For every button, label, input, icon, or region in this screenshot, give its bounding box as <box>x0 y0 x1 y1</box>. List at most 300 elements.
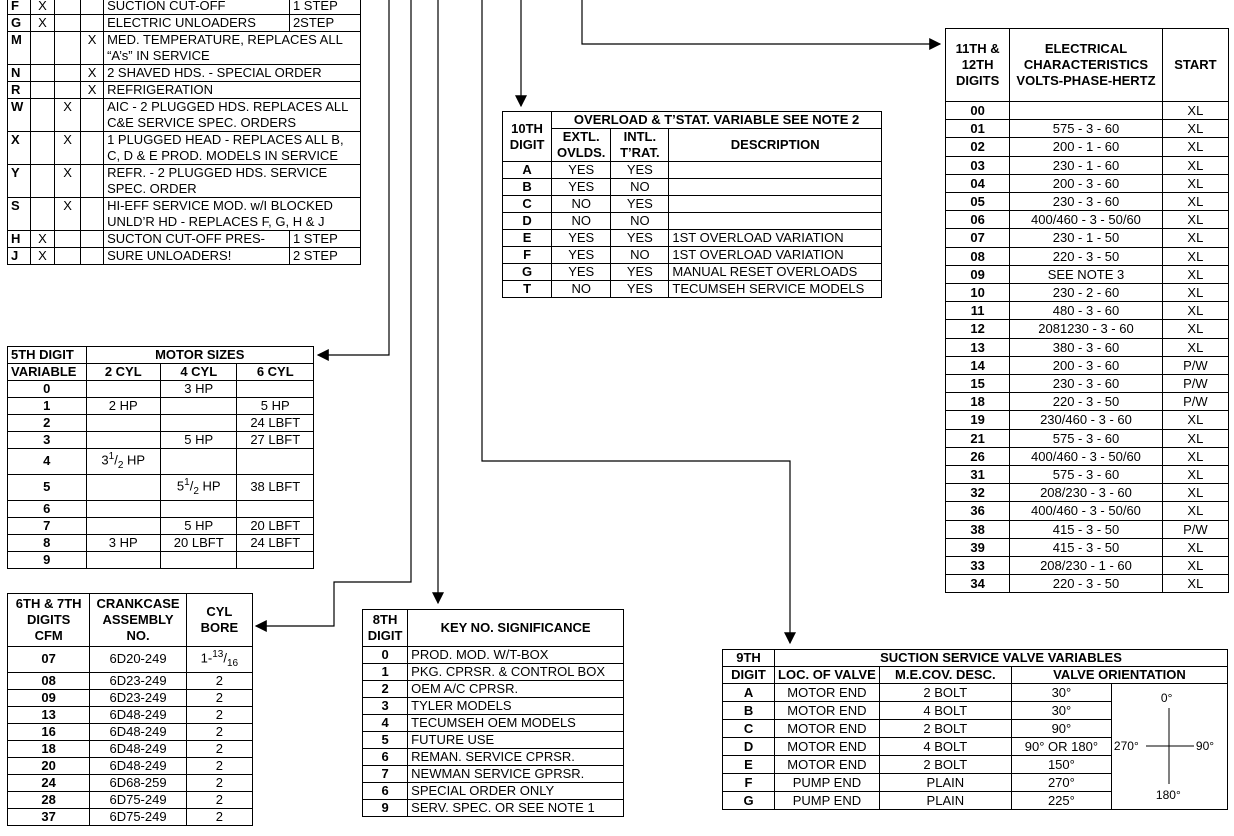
compass-left-label: 270° <box>1113 738 1139 753</box>
significance-cell: PKG. CPRSR. & CONTROL BOX <box>408 664 624 681</box>
mark-col-3 <box>81 132 104 165</box>
bore-cell <box>186 791 252 808</box>
row-code: H <box>8 231 31 248</box>
mark-col-3 <box>81 15 104 32</box>
orientation-cell: 150° <box>1011 756 1111 774</box>
table-row <box>8 381 314 398</box>
value-whole: 2 <box>215 672 223 688</box>
assembly-cell: 6D75-249 <box>90 791 186 808</box>
digit-cell: 7 <box>363 766 408 783</box>
header-overload: OVERLOAD & T’STAT. VARIABLE SEE NOTE 2 <box>552 112 882 129</box>
description-cell <box>669 179 882 196</box>
row-description: SUCTON CUT-OFF PRES- <box>104 231 290 248</box>
cyl6-cell: 27 LBFT <box>237 432 314 449</box>
extl-cell: NO <box>552 281 611 298</box>
table-row <box>946 120 1229 138</box>
table-row <box>946 520 1229 538</box>
table-row <box>363 715 624 732</box>
volts-cell: 230 - 1 - 60 <box>1010 156 1163 174</box>
table-row <box>363 732 624 749</box>
digit-cell: 16 <box>8 723 90 740</box>
description-cell: 1ST OVERLOAD VARIATION <box>669 247 882 264</box>
header-5th-digit: 5TH DIGIT <box>8 347 87 364</box>
mark-col-1: X <box>30 15 54 32</box>
mark-col-1 <box>30 132 54 165</box>
header-extl-ovlds: EXTL. OVLDS. <box>552 129 611 162</box>
orientation-cell: 225° <box>1011 792 1111 810</box>
start-cell: XL <box>1162 538 1228 556</box>
volts-cell: 415 - 3 - 50 <box>1010 520 1163 538</box>
description-cell: MANUAL RESET OVERLOADS <box>669 264 882 281</box>
cyl6-cell: 20 LBFT <box>237 517 314 534</box>
start-cell: XL <box>1162 447 1228 465</box>
digit-cell: 9 <box>363 800 408 817</box>
table-row <box>8 415 314 432</box>
digit-cell: 09 <box>946 265 1010 283</box>
digit-cell: 37 <box>8 808 90 825</box>
bore-cell <box>186 757 252 774</box>
table-row <box>946 102 1229 120</box>
mark-col-3 <box>81 231 104 248</box>
table-row <box>946 557 1229 575</box>
crankcase-table <box>7 593 253 826</box>
mark-col-3 <box>81 248 104 265</box>
volts-cell: 200 - 3 - 60 <box>1010 174 1163 192</box>
table-row <box>8 248 361 265</box>
table-row <box>946 320 1229 338</box>
table-row <box>8 132 361 165</box>
extl-cell: YES <box>552 179 611 196</box>
table-row <box>8 791 253 808</box>
start-cell: XL <box>1162 120 1228 138</box>
intl-cell: YES <box>611 264 669 281</box>
value-whole: 2 <box>215 757 223 773</box>
value-whole: 2 HP <box>108 398 138 413</box>
table-row <box>946 284 1229 302</box>
value-whole: 3 <box>101 452 109 468</box>
digit-cell: G <box>503 264 552 281</box>
bore-cell <box>186 647 252 673</box>
mark-col-2 <box>54 15 80 32</box>
volts-cell: 230/460 - 3 - 60 <box>1010 411 1163 429</box>
assembly-cell: 6D23-249 <box>90 689 186 706</box>
digit-cell: A <box>503 162 552 179</box>
intl-cell: NO <box>611 213 669 230</box>
start-cell: XL <box>1162 575 1228 593</box>
table-row <box>8 808 253 825</box>
header-key-no: KEY NO. SIGNIFICANCE <box>408 610 624 647</box>
row-description: AIC - 2 PLUGGED HDS. REPLACES ALL C&E SERVICE SPEC. ORDERS <box>104 99 361 132</box>
table-row <box>8 757 253 774</box>
intl-cell: YES <box>611 281 669 298</box>
table-row <box>503 213 882 230</box>
header-variable: VARIABLE <box>8 364 87 381</box>
table-row <box>8 740 253 757</box>
header-4cyl: 4 CYL <box>160 364 237 381</box>
row-code: M <box>8 32 31 65</box>
mark-col-1 <box>30 198 54 231</box>
start-cell: XL <box>1162 411 1228 429</box>
value-whole: 2 <box>215 808 223 824</box>
volts-cell: 208/230 - 3 - 60 <box>1010 484 1163 502</box>
table-row <box>946 502 1229 520</box>
cyl6-cell: 24 LBFT <box>237 415 314 432</box>
compass-right-label: 90° <box>1195 738 1215 753</box>
orientation-cell: 270° <box>1011 774 1111 792</box>
digit-cell: 4 <box>363 715 408 732</box>
row-description: ELECTRIC UNLOADERS <box>104 15 290 32</box>
fraction-numerator: 1 <box>184 476 190 488</box>
row-code: W <box>8 99 31 132</box>
digit-cell: 0 <box>363 647 408 664</box>
table-row <box>363 664 624 681</box>
location-cell: MOTOR END <box>775 756 880 774</box>
digit-cell: 39 <box>946 538 1010 556</box>
value-unit: HP <box>123 452 146 468</box>
digit-cell: 01 <box>946 120 1010 138</box>
location-cell: PUMP END <box>775 792 880 810</box>
digit-cell: 04 <box>946 174 1010 192</box>
extl-cell: YES <box>552 230 611 247</box>
extl-cell: YES <box>552 162 611 179</box>
bore-cell <box>186 689 252 706</box>
digit-cell: 08 <box>946 247 1010 265</box>
header-crankcase-assembly: CRANKCASE ASSEMBLY NO. <box>90 594 186 647</box>
significance-cell: SPECIAL ORDER ONLY <box>408 783 624 800</box>
row-description: 1 PLUGGED HEAD - REPLACES ALL B, C, D & E PROD. MODELS IN SERVICE <box>104 132 361 165</box>
cyl4-cell <box>160 381 237 398</box>
digit-cell: C <box>723 720 775 738</box>
cyl2-cell <box>86 474 160 500</box>
digit-cell: G <box>723 792 775 810</box>
start-cell: P/W <box>1162 393 1228 411</box>
orientation-diagram <box>1111 684 1227 810</box>
extl-cell: YES <box>552 247 611 264</box>
digit-cell: D <box>503 213 552 230</box>
cyl2-cell <box>86 534 160 551</box>
row-code: Y <box>8 165 31 198</box>
fraction-numerator: 13 <box>212 649 224 660</box>
volts-cell: 220 - 3 - 50 <box>1010 247 1163 265</box>
digit-cell: 18 <box>946 393 1010 411</box>
row-description: MED. TEMPERATURE, REPLACES ALL “A’s” IN SERVICE <box>104 32 361 65</box>
digit-cell: 14 <box>946 356 1010 374</box>
mark-col-3 <box>81 99 104 132</box>
digit-cell: 8 <box>8 534 87 551</box>
significance-cell: FUTURE USE <box>408 732 624 749</box>
mark-col-1: X <box>30 0 54 15</box>
table-row <box>363 783 624 800</box>
description-cell <box>669 213 882 230</box>
mark-col-1: X <box>30 231 54 248</box>
cyl2-cell <box>86 415 160 432</box>
table-row <box>363 749 624 766</box>
table-row <box>8 774 253 791</box>
header-intl-trat: INTL. T’RAT. <box>611 129 669 162</box>
digit-cell: F <box>723 774 775 792</box>
volts-cell: 400/460 - 3 - 50/60 <box>1010 211 1163 229</box>
start-cell: XL <box>1162 302 1228 320</box>
volts-cell: 400/460 - 3 - 50/60 <box>1010 502 1163 520</box>
cyl2-cell <box>86 398 160 415</box>
digit-cell: 6 <box>363 749 408 766</box>
fraction-denominator: 2 <box>193 485 199 497</box>
mark-col-3: X <box>81 65 104 82</box>
digit-cell: 11 <box>946 302 1010 320</box>
value-whole: 2 <box>215 723 223 739</box>
row-description: REFRIGERATION <box>104 82 361 99</box>
assembly-cell: 6D48-249 <box>90 740 186 757</box>
volts-cell: 230 - 3 - 60 <box>1010 193 1163 211</box>
arrow-to-suction <box>482 0 790 643</box>
orientation-cell: 30° <box>1011 684 1111 702</box>
value-whole: 2 <box>215 791 223 807</box>
start-cell: XL <box>1162 138 1228 156</box>
volts-cell: 230 - 2 - 60 <box>1010 284 1163 302</box>
digit-cell: 9 <box>8 551 87 568</box>
digit-cell: 02 <box>946 138 1010 156</box>
cyl4-cell <box>160 551 237 568</box>
bore-cell <box>186 672 252 689</box>
fraction-slash: / <box>189 478 194 494</box>
cyl4-cell <box>160 398 237 415</box>
intl-cell: YES <box>611 162 669 179</box>
cyl6-cell: 38 LBFT <box>237 474 314 500</box>
row-code: R <box>8 82 31 99</box>
volts-cell: SEE NOTE 3 <box>1010 265 1163 283</box>
table-row <box>8 432 314 449</box>
digit-cell: 03 <box>946 156 1010 174</box>
fraction-slash: / <box>114 452 118 468</box>
header-11th-12th-digits: 11TH & 12TH DIGITS <box>946 29 1010 102</box>
table-row <box>8 32 361 65</box>
table-row <box>723 684 1228 702</box>
significance-cell: REMAN. SERVICE CPRSR. <box>408 749 624 766</box>
digit-cell: 2 <box>363 681 408 698</box>
cover-cell: PLAIN <box>879 792 1011 810</box>
start-cell: XL <box>1162 265 1228 283</box>
cyl4-cell <box>160 415 237 432</box>
cyl4-cell <box>160 449 237 475</box>
electrical-table <box>945 28 1229 593</box>
table-row <box>503 162 882 179</box>
header-suction: SUCTION SERVICE VALVE VARIABLES <box>775 650 1228 667</box>
header-me-cov: M.E.COV. DESC. <box>879 667 1011 684</box>
mark-col-3 <box>81 165 104 198</box>
digit-cell: 2 <box>8 415 87 432</box>
start-cell: XL <box>1162 247 1228 265</box>
value-unit: HP <box>198 478 221 494</box>
digit-cell: 13 <box>8 706 90 723</box>
row-steps: 1 STEP <box>289 0 360 15</box>
digit-cell: 15 <box>946 375 1010 393</box>
fraction-denominator: 2 <box>117 459 124 471</box>
table-row <box>946 247 1229 265</box>
mark-col-1 <box>30 32 54 65</box>
motor-sizes-table <box>7 346 314 569</box>
value-whole: 3 HP <box>108 534 138 550</box>
table-row <box>503 247 882 264</box>
digit-cell: 6 <box>8 500 87 517</box>
value-whole: 3 HP <box>184 381 214 396</box>
digit-cell: 07 <box>946 229 1010 247</box>
digit-cell: 26 <box>946 447 1010 465</box>
table-row <box>503 179 882 196</box>
digit-cell: 1 <box>363 664 408 681</box>
cyl4-cell <box>160 432 237 449</box>
fraction-denominator: 16 <box>226 657 239 669</box>
row-steps: 2STEP <box>289 15 360 32</box>
header-6th-7th-digits <box>8 594 90 647</box>
digit-cell: 10 <box>946 284 1010 302</box>
table-row <box>946 447 1229 465</box>
significance-cell: PROD. MOD. W/T-BOX <box>408 647 624 664</box>
digit-cell: E <box>503 230 552 247</box>
mark-col-2 <box>54 65 80 82</box>
digit-cell: E <box>723 756 775 774</box>
description-cell: 1ST OVERLOAD VARIATION <box>669 230 882 247</box>
value-whole: 1- <box>200 650 213 666</box>
digit-cell: 3 <box>363 698 408 715</box>
start-cell: XL <box>1162 156 1228 174</box>
extl-cell: YES <box>552 264 611 281</box>
start-cell: P/W <box>1162 375 1228 393</box>
assembly-cell: 6D20-249 <box>90 647 186 673</box>
mark-col-1 <box>30 65 54 82</box>
mark-col-3 <box>81 198 104 231</box>
volts-cell: 220 - 3 - 50 <box>1010 575 1163 593</box>
volts-cell: 2081230 - 3 - 60 <box>1010 320 1163 338</box>
volts-cell: 575 - 3 - 60 <box>1010 120 1163 138</box>
intl-cell: NO <box>611 179 669 196</box>
digit-cell: A <box>723 684 775 702</box>
bore-cell <box>186 740 252 757</box>
mark-col-1 <box>30 99 54 132</box>
orientation-cell: 90° <box>1011 720 1111 738</box>
table-row <box>8 689 253 706</box>
mark-col-3: X <box>81 82 104 99</box>
header-motor-sizes: MOTOR SIZES <box>86 347 314 364</box>
compass-bottom-label: 180° <box>1155 787 1181 802</box>
description-cell <box>669 162 882 179</box>
cover-cell: 2 BOLT <box>879 720 1011 738</box>
overload-table <box>502 111 882 298</box>
header-cyl-bore: CYL BORE <box>186 594 252 647</box>
digit-cell: 09 <box>8 689 90 706</box>
start-cell: XL <box>1162 320 1228 338</box>
fraction-slash: / <box>223 650 227 666</box>
header-description: DESCRIPTION <box>669 129 882 162</box>
header-9th: 9TH <box>723 650 775 667</box>
digit-cell: 24 <box>8 774 90 791</box>
volts-cell: 230 - 1 - 50 <box>1010 229 1163 247</box>
table-row <box>8 517 314 534</box>
location-cell: MOTOR END <box>775 702 880 720</box>
table-row <box>946 484 1229 502</box>
cyl2-cell <box>86 517 160 534</box>
start-cell: P/W <box>1162 356 1228 374</box>
table-row <box>946 265 1229 283</box>
digit-cell: C <box>503 196 552 213</box>
start-cell: XL <box>1162 211 1228 229</box>
digit-cell: 0 <box>8 381 87 398</box>
bore-cell <box>186 808 252 825</box>
orientation-cell: 30° <box>1011 702 1111 720</box>
mark-col-2 <box>54 82 80 99</box>
cover-cell: 4 BOLT <box>879 702 1011 720</box>
cyl4-cell <box>160 534 237 551</box>
volts-cell: 208/230 - 1 - 60 <box>1010 557 1163 575</box>
header-2cyl: 2 CYL <box>86 364 160 381</box>
table-row <box>8 474 314 500</box>
value-whole: 20 LBFT <box>173 534 224 550</box>
table-row <box>8 723 253 740</box>
digit-cell: 06 <box>946 211 1010 229</box>
table-row <box>946 375 1229 393</box>
volts-cell: 220 - 3 - 50 <box>1010 393 1163 411</box>
digit-cell: 18 <box>8 740 90 757</box>
mark-col-3 <box>81 0 104 15</box>
start-cell: XL <box>1162 102 1228 120</box>
table-row <box>363 766 624 783</box>
digit-cell: 19 <box>946 411 1010 429</box>
assembly-cell: 6D68-259 <box>90 774 186 791</box>
digit-cell: 13 <box>946 338 1010 356</box>
assembly-cell: 6D48-249 <box>90 706 186 723</box>
row-description: HI-EFF SERVICE MOD. w/I BLOCKED UNLD’R HD - REPLACES F, G, H & J <box>104 198 361 231</box>
mark-col-3: X <box>81 32 104 65</box>
header-8th-digit: 8TH DIGIT <box>363 610 408 647</box>
orientation-cell: 90° OR 180° <box>1011 738 1111 756</box>
digit-cell: 1 <box>8 398 87 415</box>
volts-cell: 200 - 3 - 60 <box>1010 356 1163 374</box>
row-code: X <box>8 132 31 165</box>
digit-cell: B <box>503 179 552 196</box>
start-cell: XL <box>1162 484 1228 502</box>
table-row <box>8 99 361 132</box>
table-row <box>8 198 361 231</box>
header-digit: DIGIT <box>723 667 775 684</box>
table-row <box>8 551 314 568</box>
extl-cell: NO <box>552 196 611 213</box>
assembly-cell: 6D23-249 <box>90 672 186 689</box>
value-whole: 5 HP <box>184 432 214 447</box>
cyl2-cell <box>86 551 160 568</box>
table-row <box>503 196 882 213</box>
significance-cell: OEM A/C CPRSR. <box>408 681 624 698</box>
intl-cell: YES <box>611 230 669 247</box>
table-row <box>946 538 1229 556</box>
table-row <box>946 338 1229 356</box>
row-steps: 1 STEP <box>289 231 360 248</box>
table-row <box>8 15 361 32</box>
start-cell: XL <box>1162 174 1228 192</box>
mark-col-2: X <box>54 165 80 198</box>
row-code: J <box>8 248 31 265</box>
table-row <box>8 65 361 82</box>
table-row <box>503 264 882 281</box>
row-steps: 2 STEP <box>289 248 360 265</box>
row-description: 2 SHAVED HDS. - SPECIAL ORDER <box>104 65 361 82</box>
table-row <box>946 174 1229 192</box>
table-row <box>946 156 1229 174</box>
header-start: START <box>1162 29 1228 102</box>
cover-cell: 2 BOLT <box>879 756 1011 774</box>
digit-cell: F <box>503 247 552 264</box>
row-description: SUCTION CUT-OFF <box>104 0 290 15</box>
table-row <box>946 393 1229 411</box>
table-row <box>946 211 1229 229</box>
